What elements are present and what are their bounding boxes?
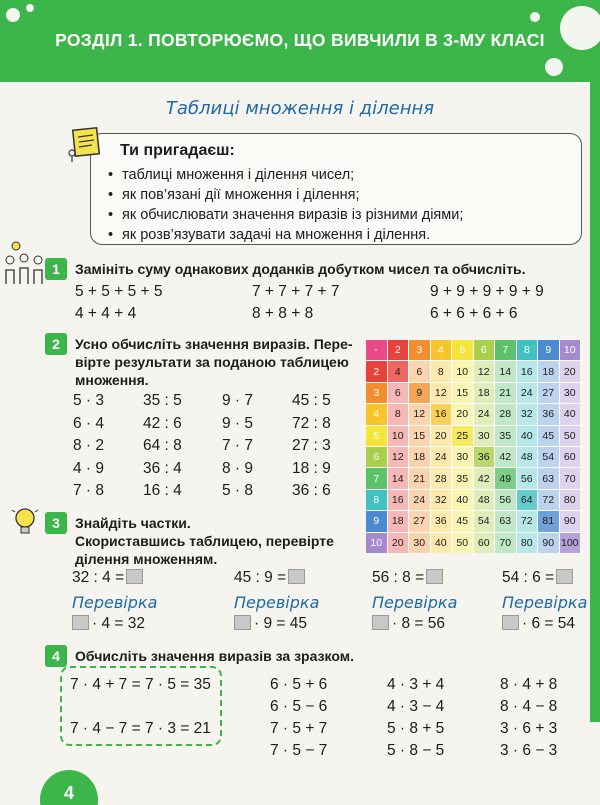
table-cell: 18 [388, 511, 409, 531]
check-text: · 8 = 56 [392, 615, 445, 632]
table-cell: 8 [431, 361, 452, 381]
task4-expr: 3 · 6 − 3 [500, 742, 558, 759]
task1-expr: 8 + 8 + 8 [252, 305, 314, 322]
table-cell: 80 [560, 490, 581, 510]
task2-text-line: Усно обчисліть значення виразів. Пере- [75, 336, 353, 352]
check-expr [72, 615, 145, 633]
table-cell: 63 [538, 468, 559, 488]
group-people-icon [2, 240, 48, 286]
table-cell: 35 [495, 426, 516, 446]
task2-expr: 5 · 3 [73, 392, 105, 409]
check-expr [502, 615, 575, 633]
task2-expr: 72 : 8 [292, 414, 331, 432]
task4-text: Обчисліть значення виразів за зразком. [75, 648, 354, 664]
table-header-cell: 6 [474, 340, 495, 360]
table-header-cell: 3 [366, 383, 387, 403]
table-cell: 27 [409, 511, 430, 531]
table-cell: 25 [452, 426, 473, 446]
task4-expr: 8 · 4 − 8 [500, 698, 558, 715]
table-cell: 4 [388, 361, 409, 381]
division-text: 32 : 4 = [72, 569, 125, 586]
lesson-title: Таблиці множення і ділення [165, 98, 435, 119]
table-cell: 56 [495, 490, 516, 510]
table-cell: 24 [474, 404, 495, 424]
table-cell: 45 [538, 426, 559, 446]
task4-expr: 5 · 8 − 5 [387, 742, 445, 759]
table-cell: 30 [560, 383, 581, 403]
check-text: · 4 = 32 [92, 615, 145, 632]
table-cell: 20 [452, 404, 473, 424]
table-cell: 18 [409, 447, 430, 467]
task2-expr: 7 · 8 [73, 482, 105, 499]
table-cell: 21 [409, 468, 430, 488]
check-expr [372, 615, 445, 633]
division-text: 45 : 9 = [234, 569, 287, 586]
table-header-cell: 2 [366, 361, 387, 381]
task2-expr: 8 · 9 [222, 459, 254, 477]
division-expr [72, 569, 143, 587]
table-cell: 60 [560, 447, 581, 467]
division-expr [372, 569, 443, 587]
task1-expr: 5 + 5 + 5 + 5 [75, 283, 163, 300]
task2-expr: 16 : 4 [143, 482, 182, 499]
table-cell: 14 [495, 361, 516, 381]
task4-expr: 3 · 6 + 3 [500, 720, 558, 737]
table-cell: 40 [452, 490, 473, 510]
task2-expr: 36 : 6 [292, 482, 331, 499]
task2-expr: 64 : 8 [143, 437, 182, 454]
table-cell: 15 [452, 383, 473, 403]
table-cell: 100 [560, 533, 581, 553]
table-cell: 12 [388, 447, 409, 467]
table-cell: 90 [538, 533, 559, 553]
table-cell: 48 [474, 490, 495, 510]
chapter-title: РОЗДІЛ 1. ПОВТОРЮЄМО, ЩО ВИВЧИЛИ В 3-МУ КЛАСІ [55, 30, 545, 50]
answer-box[interactable] [126, 569, 143, 584]
table-cell: 20 [431, 426, 452, 446]
table-cell: 21 [495, 383, 516, 403]
table-cell: 32 [431, 490, 452, 510]
table-cell: 6 [388, 383, 409, 403]
table-cell: 42 [495, 447, 516, 467]
sample-expr: 7 · 4 − 7 = 7 · 3 = 21 [70, 720, 211, 737]
task3-text-line: ділення множенням. [75, 551, 218, 567]
table-cell: 24 [431, 447, 452, 467]
task3-text [75, 514, 334, 568]
table-cell: 12 [409, 404, 430, 424]
table-cell: 35 [452, 468, 473, 488]
table-cell: 28 [431, 468, 452, 488]
table-cell: 54 [538, 447, 559, 467]
table-cell: 6 [409, 361, 430, 381]
task2-expr: 9 · 5 [222, 414, 254, 432]
table-cell: 16 [388, 490, 409, 510]
table-cell: 24 [409, 490, 430, 510]
task2-expr: 18 : 9 [292, 459, 331, 477]
table-header-cell: 7 [366, 468, 387, 488]
division-expr [234, 569, 305, 587]
task1-expr: 7 + 7 + 7 + 7 [252, 283, 340, 300]
table-header-cell: 3 [409, 340, 430, 360]
task2-expr: 4 · 9 [73, 459, 105, 477]
task2-expr: 7 · 7 [222, 437, 254, 454]
check-text: · 9 = 45 [254, 615, 307, 632]
task4-expr: 6 · 5 + 6 [270, 676, 328, 693]
division-text: 56 : 8 = [372, 569, 425, 586]
check-label: Перевірка [72, 593, 158, 612]
table-header-cell: 8 [517, 340, 538, 360]
remember-item: • як розв’язувати задачі на множення і ділення. [108, 225, 463, 245]
task4-expr: 7 · 5 − 7 [270, 742, 328, 759]
task-number-3: 3 [45, 512, 67, 534]
answer-box[interactable] [372, 615, 389, 630]
lightbulb-icon [10, 506, 40, 538]
table-cell: 72 [538, 490, 559, 510]
table-cell: 20 [560, 361, 581, 381]
table-header-cell: 2 [388, 340, 409, 360]
table-cell: 24 [517, 383, 538, 403]
answer-box[interactable] [234, 615, 251, 630]
table-cell: 18 [474, 383, 495, 403]
side-strip [590, 82, 600, 722]
table-cell: 30 [452, 447, 473, 467]
division-text: 54 : 6 = [502, 569, 555, 586]
task4-expr: 4 · 3 + 4 [387, 676, 445, 693]
table-cell: 30 [474, 426, 495, 446]
table-cell: 36 [474, 447, 495, 467]
task2-expr: 35 : 5 [143, 392, 182, 409]
remember-list [108, 165, 463, 245]
table-cell: 90 [560, 511, 581, 531]
table-cell: 28 [495, 404, 516, 424]
table-cell: 14 [388, 468, 409, 488]
table-cell: 9 [409, 383, 430, 403]
check-text: · 6 = 54 [522, 615, 575, 632]
task3-text-line: Знайдіть частки. [75, 515, 191, 531]
table-cell: 48 [517, 447, 538, 467]
table-cell: 54 [474, 511, 495, 531]
table-cell: 64 [517, 490, 538, 510]
task2-expr: 5 · 8 [222, 482, 254, 499]
table-header-cell: 6 [366, 447, 387, 467]
page-number: 4 [40, 770, 98, 805]
table-cell: 30 [409, 533, 430, 553]
task2-expr: 8 · 2 [73, 437, 105, 454]
table-header-cell: 8 [366, 490, 387, 510]
task1-text: Замініть суму однакових доданків добутком чисел та обчисліть. [75, 261, 526, 277]
table-cell: 18 [538, 361, 559, 381]
table-cell: 50 [560, 426, 581, 446]
table-header-cell: 10 [560, 340, 581, 360]
table-cell: 45 [452, 511, 473, 531]
remember-item: • таблиці множення і ділення чисел; [108, 165, 463, 185]
task2-expr: 9 · 7 [222, 392, 254, 409]
table-cell: 27 [538, 383, 559, 403]
remember-item: • як пов’язані дії множення і ділення; [108, 185, 463, 205]
sample-expr: 7 · 4 + 7 = 7 · 5 = 35 [70, 676, 211, 693]
task2-text [75, 335, 353, 389]
check-expr [234, 615, 307, 633]
answer-box[interactable] [556, 569, 573, 584]
task4-expr: 7 · 5 + 7 [270, 720, 328, 737]
task4-expr: 5 · 8 + 5 [387, 720, 445, 737]
task4-expr: 6 · 5 − 6 [270, 698, 328, 715]
answer-box[interactable] [502, 615, 519, 630]
table-cell: 80 [517, 533, 538, 553]
table-cell: 70 [495, 533, 516, 553]
table-cell: 81 [538, 511, 559, 531]
task2-expr: 27 : 3 [292, 437, 331, 454]
table-cell: 40 [517, 426, 538, 446]
task2-text-line: множення. [75, 372, 149, 388]
table-cell: 72 [517, 511, 538, 531]
table-cell: 8 [388, 404, 409, 424]
task3-text-line: Скориставшись таблицею, перевірте [75, 533, 334, 549]
check-label: Перевірка [372, 593, 458, 612]
table-cell: 63 [495, 511, 516, 531]
table-cell: 12 [431, 383, 452, 403]
table-cell: 50 [452, 533, 473, 553]
table-header-cell: 4 [366, 404, 387, 424]
answer-box[interactable] [288, 569, 305, 584]
remember-heading: Ти пригадаєш: [120, 142, 235, 159]
table-cell: 70 [560, 468, 581, 488]
table-cell: 36 [431, 511, 452, 531]
task-number-4: 4 [45, 645, 67, 667]
task2-expr: 42 : 6 [143, 414, 182, 432]
table-cell: 12 [474, 361, 495, 381]
table-cell: 49 [495, 468, 516, 488]
task2-expr: 6 · 4 [73, 414, 105, 432]
table-cell: 10 [388, 426, 409, 446]
task4-expr: 4 · 3 − 4 [387, 698, 445, 715]
table-cell: 60 [474, 533, 495, 553]
table-header-cell: 10 [366, 533, 387, 553]
table-header-cell: 4 [431, 340, 452, 360]
task1-expr: 9 + 9 + 9 + 9 + 9 [430, 283, 544, 300]
table-header-cell: 7 [495, 340, 516, 360]
table-cell: 20 [388, 533, 409, 553]
table-cell: 15 [409, 426, 430, 446]
table-header-cell: 5 [452, 340, 473, 360]
task2-text-line: вірте результати за поданою таблицею [75, 354, 349, 370]
answer-box[interactable] [72, 615, 89, 630]
task-number-2: 2 [45, 333, 67, 355]
table-header-cell: 9 [366, 511, 387, 531]
table-cell: 16 [517, 361, 538, 381]
remember-item: • як обчислювати значення виразів із різними діями; [108, 205, 463, 225]
table-header-cell: 9 [538, 340, 559, 360]
table-cell: 40 [560, 404, 581, 424]
table-cell: 10 [452, 361, 473, 381]
table-header-cell: 5 [366, 426, 387, 446]
check-label: Перевірка [502, 593, 588, 612]
table-cell: 40 [431, 533, 452, 553]
table-cell: 56 [517, 468, 538, 488]
task4-expr: 8 · 4 + 8 [500, 676, 558, 693]
task1-expr: 4 + 4 + 4 [75, 305, 137, 322]
table-corner: · [366, 340, 387, 360]
task2-expr: 45 : 5 [292, 392, 331, 409]
check-label: Перевірка [234, 593, 320, 612]
answer-box[interactable] [426, 569, 443, 584]
table-cell: 42 [474, 468, 495, 488]
multiplication-table [366, 340, 580, 553]
note-icon [64, 123, 104, 163]
task-number-1: 1 [45, 258, 67, 280]
table-cell: 32 [517, 404, 538, 424]
division-expr [502, 569, 573, 587]
table-cell: 16 [431, 404, 452, 424]
task1-expr: 6 + 6 + 6 + 6 [430, 305, 518, 322]
task2-expr: 36 : 4 [143, 459, 182, 477]
table-cell: 36 [538, 404, 559, 424]
